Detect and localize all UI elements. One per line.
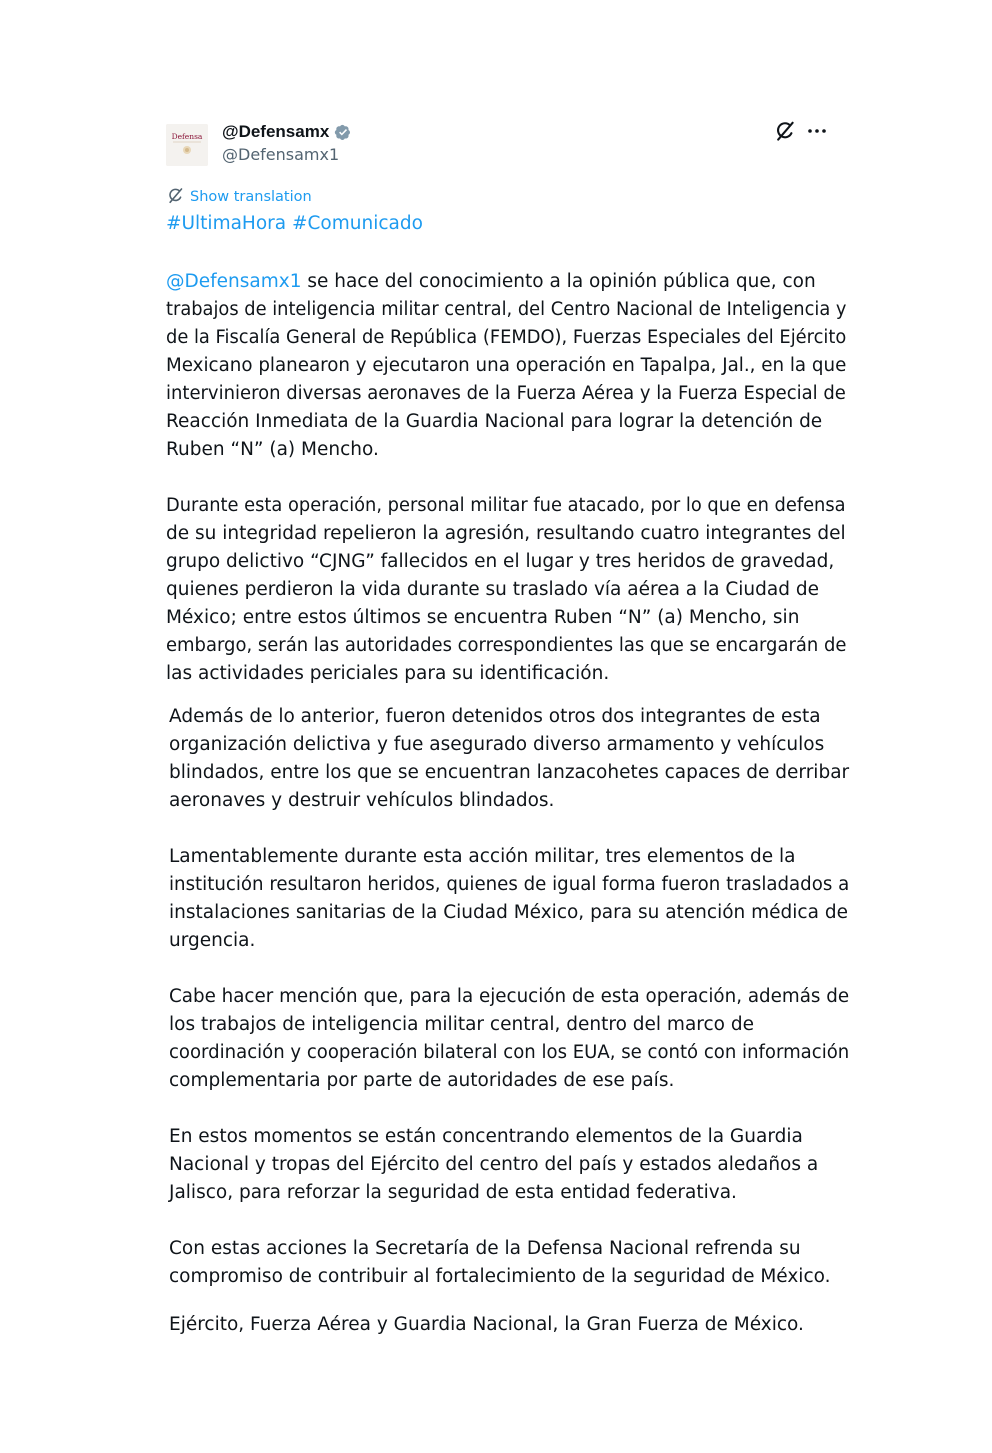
text-line: aeronaves y destruir vehículos blindados. [169, 790, 555, 811]
verified-badge-icon[interactable] [333, 122, 353, 142]
text-line: Con estas acciones la Secretaría de la Defensa Nacional refrenda su [169, 1238, 801, 1259]
text-line: quienes perdieron la vida durante su traslado vía aérea a la Ciudad de [166, 579, 819, 600]
text-line: intervinieron diversas aeronaves de la Fuerza Aérea y la Fuerza Especial de [166, 383, 846, 404]
text-line: Nacional y tropas del Ejército del centro del país y estados aledaños a [169, 1154, 819, 1175]
text-line: Durante esta operación, personal militar fue atacado, por lo que en defensa [166, 495, 846, 516]
image-paragraph-4 [169, 1123, 849, 1207]
image-paragraph-2 [169, 843, 849, 955]
text-line [166, 268, 846, 296]
text-fragment: se hace del conocimiento a la opinión pública que, con [301, 271, 816, 292]
text-line: Ejército, Fuerza Aérea y Guardia Nacional, la Gran Fuerza de México. [169, 1314, 804, 1335]
text-line: compromiso de contribuir al fortalecimiento de la seguridad de México. [169, 1266, 831, 1287]
text-line: embargo, serán las autoridades correspondientes las que se encargarán de [166, 635, 847, 656]
avatar[interactable] [166, 124, 208, 166]
display-name[interactable]: @Defensamx [222, 122, 330, 141]
author-name-row[interactable] [222, 120, 353, 144]
text-line: blindados, entre los que se encuentran lanzacohetes capaces de derribar [169, 762, 850, 783]
text-line: Además de lo anterior, fueron detenidos otros dos integrantes de esta [169, 706, 821, 727]
show-translation-label[interactable]: Show translation [190, 189, 312, 205]
defensa-logo [166, 124, 208, 166]
hashtag-row [166, 213, 423, 234]
translate-icon [166, 186, 185, 209]
text-line: de su integridad repelieron la agresión, resultando cuatro integrantes del [166, 523, 846, 544]
text-line: Ruben “N” (a) Mencho. [166, 439, 379, 460]
avatar-logo-text: Defensa [171, 132, 203, 141]
text-line: Jalisco, para reforzar la seguridad de esta entidad federativa. [169, 1182, 737, 1203]
text-line: Mexicano planearon y ejecutaron una operación en Tapalpa, Jal., en la que [166, 355, 847, 376]
tweet-paragraph-2 [166, 492, 846, 688]
text-line: Cabe hacer mención que, para la ejecución de esta operación, además de [169, 986, 850, 1007]
text-line: trabajos de inteligencia militar central, del Centro Nacional de Inteligencia y [166, 299, 847, 320]
text-line: complementaria por parte de autoridades de ese país. [169, 1070, 675, 1091]
text-line: institución resultaron heridos, quienes de igual forma fueron trasladados a [169, 874, 850, 895]
text-line: urgencia. [169, 930, 256, 951]
text-line: grupo delictivo “CJNG” fallecidos en el lugar y tres heridos de gravedad, [166, 551, 835, 572]
text-line: los trabajos de inteligencia militar central, dentro del marco de [169, 1014, 754, 1035]
text-line: En estos momentos se están concentrando elementos de la Guardia [169, 1126, 803, 1147]
author-handle[interactable]: @Defensamx1 [222, 145, 340, 164]
text-line: las actividades periciales para su identificación. [166, 663, 610, 684]
text-line: organización delictiva y fue asegurado diverso armamento y vehículos [169, 734, 825, 755]
mention-link[interactable]: @Defensamx1 [166, 271, 302, 292]
image-paragraph-3 [169, 983, 849, 1095]
text-line: México; entre estos últimos se encuentra Ruben “N” (a) Mencho, sin [166, 607, 800, 628]
text-line: Lamentablemente durante esta acción militar, tres elementos de la [169, 846, 796, 867]
image-paragraph-6 [169, 1311, 849, 1339]
show-translation-button[interactable] [166, 186, 312, 208]
image-paragraph-5 [169, 1235, 849, 1291]
tweet-paragraph-1 [166, 268, 846, 464]
more-options-icon[interactable] [805, 119, 829, 143]
hashtag-ultimahora[interactable]: #UltimaHora [166, 213, 287, 234]
text-line: coordinación y cooperación bilateral con los EUA, se contó con información [169, 1042, 850, 1063]
hashtag-comunicado[interactable]: #Comunicado [292, 213, 423, 234]
image-paragraph-1 [169, 703, 849, 815]
text-line: instalaciones sanitarias de la Ciudad México, para su atención médica de [169, 902, 848, 923]
text-line: de la Fiscalía General de República (FEMDO), Fuerzas Especiales del Ejército [166, 327, 847, 348]
grok-icon[interactable] [773, 119, 797, 143]
text-line: Reacción Inmediata de la Guardia Nacional para lograr la detención de [166, 411, 823, 432]
